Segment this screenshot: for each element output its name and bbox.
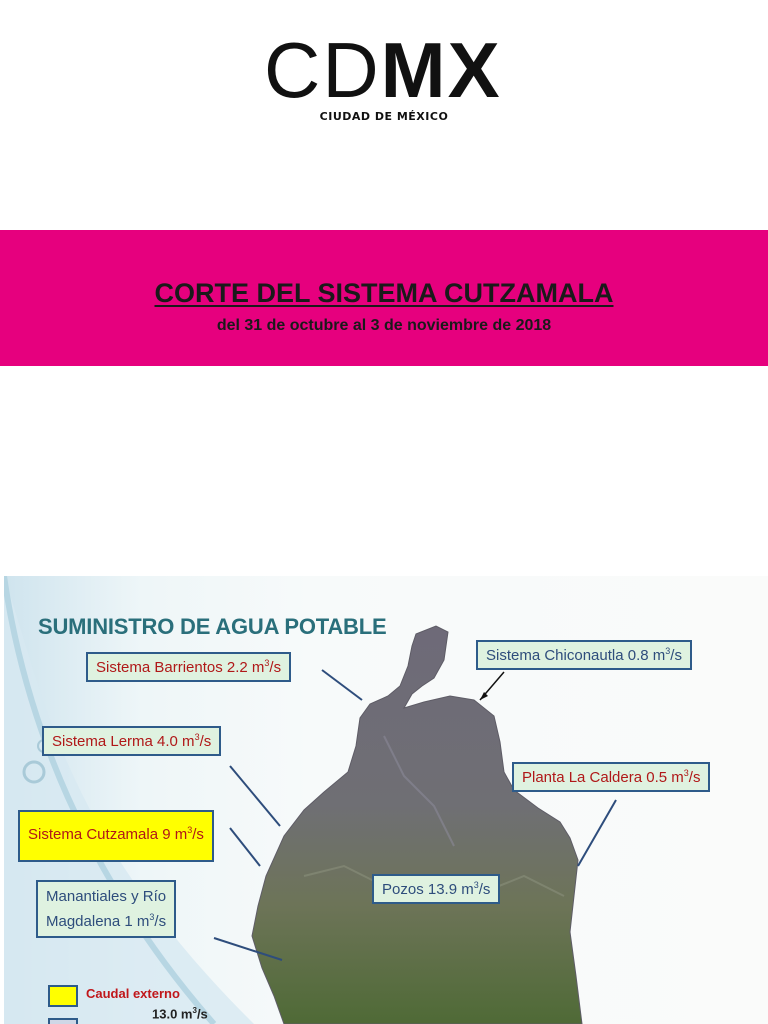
cdmx-map-shape bbox=[252, 626, 582, 1024]
label-barrientos bbox=[86, 652, 291, 682]
slide-title: SUMINISTRO DE AGUA POTABLE bbox=[38, 614, 387, 639]
label-caldera-text: Planta La Caldera 0.5 m bbox=[522, 769, 684, 786]
label-manantiales-unit: /s bbox=[154, 913, 167, 930]
label-manantiales-text: Magdalena 1 m bbox=[46, 913, 150, 930]
label-manantiales-line2 bbox=[46, 907, 166, 932]
label-chiconautla bbox=[476, 640, 692, 670]
label-chiconautla-exp: 3 bbox=[665, 646, 671, 656]
label-chiconautla-unit: /s bbox=[670, 647, 682, 664]
label-pozos-text: Pozos 13.9 m bbox=[382, 881, 474, 898]
logo-subtitle: CIUDAD DE MÉXICO bbox=[319, 110, 449, 123]
label-pozos-exp: 3 bbox=[473, 880, 479, 890]
page-subtitle: del 31 de octubre al 3 de noviembre de 2018 bbox=[216, 317, 552, 334]
logo-word-thin: CD bbox=[264, 26, 381, 114]
label-barrientos-exp: 3 bbox=[264, 658, 270, 668]
title-banner bbox=[0, 230, 768, 366]
legend-swatch-external bbox=[48, 985, 78, 1007]
label-lerma-exp: 3 bbox=[194, 732, 200, 742]
water-supply-slide bbox=[4, 576, 768, 1024]
label-barrientos-unit: /s bbox=[269, 659, 282, 676]
legend-value-unit: /s bbox=[196, 1006, 208, 1022]
label-cutzamala-exp: 3 bbox=[187, 825, 193, 835]
label-lerma bbox=[42, 726, 221, 756]
label-manantiales-exp: 3 bbox=[149, 912, 155, 922]
label-caldera-exp: 3 bbox=[683, 768, 689, 778]
legend-swatch-internal bbox=[48, 1018, 78, 1024]
label-barrientos-text: Sistema Barrientos 2.2 m bbox=[96, 659, 265, 676]
legend-value-number: 13.0 m bbox=[152, 1006, 193, 1022]
label-cutzamala-text: Sistema Cutzamala 9 m bbox=[28, 826, 188, 843]
label-caldera-unit: /s bbox=[688, 769, 701, 786]
label-manantiales bbox=[36, 880, 176, 938]
label-cutzamala-unit: /s bbox=[192, 826, 204, 843]
label-lerma-text: Sistema Lerma 4.0 m bbox=[52, 733, 195, 750]
logo-wordmark bbox=[264, 26, 502, 114]
label-caldera bbox=[512, 762, 710, 792]
logo-word-bold: MX bbox=[380, 26, 502, 114]
label-pozos-unit: /s bbox=[478, 881, 491, 898]
legend-value-exp: 3 bbox=[192, 1006, 197, 1015]
legend-value bbox=[152, 1006, 208, 1021]
label-lerma-unit: /s bbox=[199, 733, 212, 750]
label-chiconautla-text: Sistema Chiconautla 0.8 m bbox=[486, 647, 666, 664]
legend-label: Caudal externo bbox=[86, 986, 180, 1001]
label-pozos bbox=[372, 874, 500, 904]
label-cutzamala bbox=[18, 810, 214, 862]
page-title: CORTE DEL SISTEMA CUTZAMALA bbox=[154, 278, 614, 308]
cdmx-logo bbox=[0, 0, 768, 140]
label-manantiales-line1: Manantiales y Río bbox=[46, 888, 167, 905]
